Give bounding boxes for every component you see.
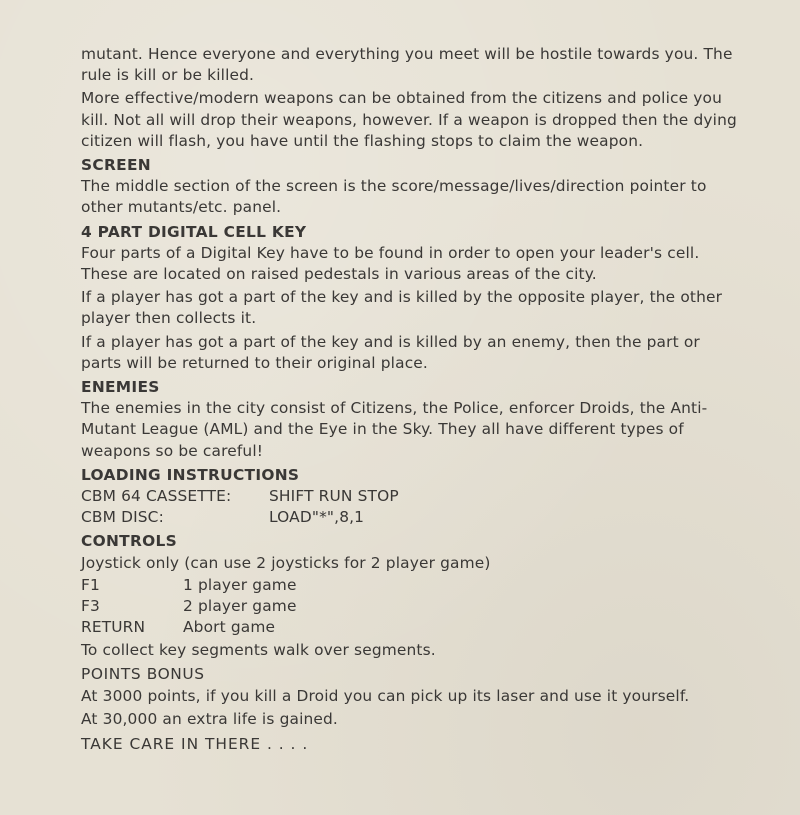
control-row — [81, 596, 741, 617]
control-action: Abort game — [183, 618, 276, 637]
bonus-heading: POINTS BONUS — [81, 664, 205, 683]
screen-heading: SCREEN — [81, 156, 151, 175]
enemies-heading: ENEMIES — [81, 378, 160, 397]
control-action: 2 player game — [183, 597, 297, 616]
screen-body: The middle section of the screen is the score/message/lives/direction pointer to other mutants/etc. panel. — [81, 177, 707, 217]
loading-command: SHIFT RUN STOP — [269, 487, 399, 506]
loading-heading: LOADING INSTRUCTIONS — [81, 465, 300, 484]
controls-heading: CONTROLS — [81, 532, 177, 551]
bonus-line-1: At 3000 points, if you kill a Droid you can pick up its laser and use it yourself. — [81, 686, 690, 705]
control-key: RETURN — [81, 618, 146, 637]
controls-note: To collect key segments walk over segments. — [81, 641, 436, 660]
enemies-body: The enemies in the city consist of Citizens, the Police, enforcer Droids, the Anti-Mutant League (AML) and the Eye in the Sky. They all have different types of weapons so be careful! — [81, 399, 708, 460]
loading-label: CBM DISC: — [81, 508, 164, 527]
cell-key-paragraph-1: Four parts of a Digital Key have to be found in order to open your leader's cell. These are located on raised pedestals in various areas of the city. — [81, 243, 700, 284]
controls-intro: Joystick only (can use 2 joysticks for 2 player game) — [81, 553, 491, 572]
intro-paragraph-1: mutant. Hence everyone and everything you meet will be hostile towards you. The rule is kill or be killed. — [81, 45, 733, 85]
control-key: F3 — [81, 597, 100, 616]
loading-command: LOAD"*",8,1 — [269, 508, 365, 527]
control-key: F1 — [81, 575, 100, 594]
manual-text — [81, 44, 741, 757]
cell-key-heading: 4 PART DIGITAL CELL KEY — [81, 222, 307, 241]
loading-label: CBM 64 CASSETTE: — [81, 487, 232, 506]
bonus-line-2: At 30,000 an extra life is gained. — [81, 710, 338, 729]
control-row — [81, 575, 741, 596]
closing-line: TAKE CARE IN THERE . . . . — [81, 735, 309, 754]
cell-key-paragraph-3: If a player has got a part of the key and is killed by an enemy, then the part or parts will be returned to their original place. — [81, 332, 700, 372]
control-action: 1 player game — [183, 575, 297, 594]
loading-row-cassette — [81, 486, 741, 507]
control-row — [81, 617, 741, 638]
intro-paragraph-2: More effective/modern weapons can be obtained from the citizens and police you kill. Not all will drop their weapons, however. If a weapon is dropped then the dying citizen will flash, you have until the flashing stops to claim the weapon. — [81, 89, 737, 150]
cell-key-paragraph-2: If a player has got a part of the key and is killed by the opposite player, the other player then collects it. — [81, 288, 723, 328]
loading-row-disc — [81, 507, 741, 528]
